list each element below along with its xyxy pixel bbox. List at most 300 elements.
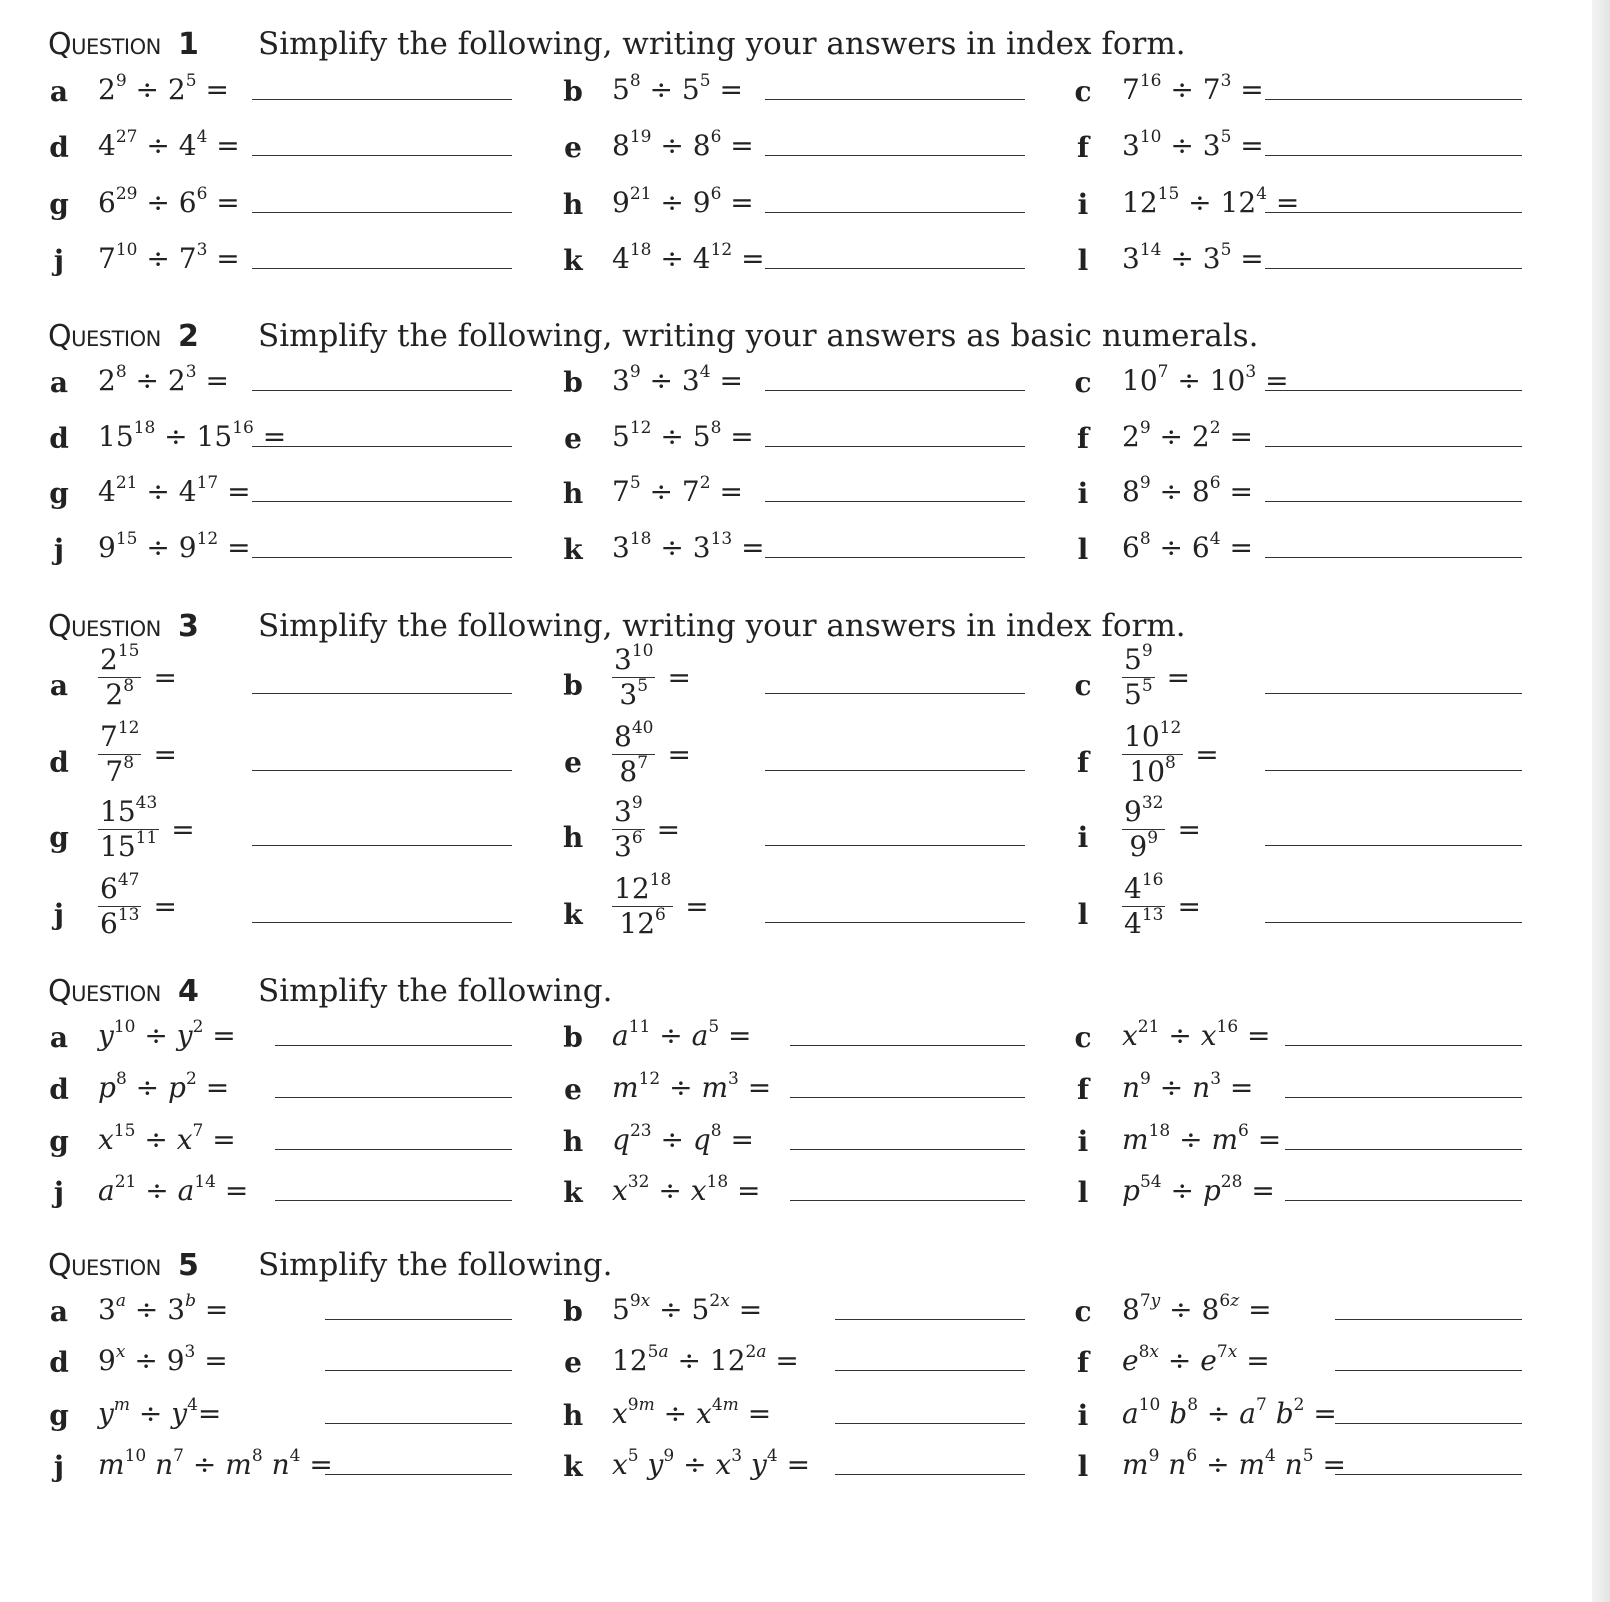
item-letter: b xyxy=(563,669,583,702)
divisor-exponent: 3 xyxy=(728,1068,739,1089)
question-label: Question xyxy=(48,318,161,354)
item-letter: c xyxy=(1074,669,1092,702)
dividend-exponent: 9 xyxy=(629,361,641,382)
dividend-base: 2 xyxy=(1122,420,1140,453)
denominator xyxy=(617,904,667,941)
answer-blank[interactable] xyxy=(1285,1045,1522,1046)
question-2-item-j xyxy=(48,525,528,575)
divisor-base: q xyxy=(692,1123,711,1156)
question-4-item-g xyxy=(48,1117,528,1167)
divisor-exponent: 3 xyxy=(1245,361,1257,382)
divisor-base: 7 xyxy=(681,475,700,508)
question-instruction: Simplify the following. xyxy=(258,973,613,1009)
dividend-exponent: 15 xyxy=(113,1120,136,1141)
divisor-exponent: 28 xyxy=(1220,1171,1243,1192)
item-letter: k xyxy=(563,533,583,566)
index-expression: $3^{14} \div 3^5$ = xyxy=(1122,239,1264,275)
dividend-base: q xyxy=(612,1123,630,1156)
item-letter: i xyxy=(1077,1125,1089,1158)
divisor-base: 4 xyxy=(178,129,197,162)
answer-blank[interactable] xyxy=(765,446,1025,447)
item-letter: h xyxy=(562,1125,584,1158)
answer-blank[interactable] xyxy=(275,1097,512,1098)
fraction-expression: $\frac{12^{18}}{12^6}$ = xyxy=(614,869,709,940)
dividend-base: 7 xyxy=(1122,73,1140,106)
answer-blank[interactable] xyxy=(1335,1319,1522,1320)
item-letter: g xyxy=(49,821,69,854)
divisor-exponent: 6 xyxy=(1209,472,1221,493)
answer-blank[interactable] xyxy=(1265,390,1522,391)
numerator xyxy=(1122,869,1165,907)
divisor-base: 2 xyxy=(167,73,186,106)
fraction-expression: $\frac{9^{32}}{9^9}$ = xyxy=(1124,792,1201,863)
answer-blank[interactable] xyxy=(835,1474,1025,1475)
question-4-item-f xyxy=(1072,1065,1552,1115)
index-expression: 3$^a$ ÷ 3$^b$ = xyxy=(98,1290,229,1326)
question-2-item-g xyxy=(48,469,528,519)
answer-blank[interactable] xyxy=(765,501,1025,502)
question-3-item-l xyxy=(1072,869,1552,940)
index-expression: $7^5 \div 7^2$ = xyxy=(612,472,743,508)
numerator-base: 8 xyxy=(614,720,632,753)
dividend-base: 8 xyxy=(1122,475,1140,508)
index-expression: $6^8 \div 6^4$ = xyxy=(1122,528,1253,564)
answer-blank[interactable] xyxy=(765,770,1025,771)
question-3-item-d xyxy=(48,717,528,788)
dividend-base: 3 xyxy=(612,364,630,397)
item-letter: j xyxy=(53,244,65,277)
question-instruction: Simplify the following, writing your answers in index form. xyxy=(258,26,1186,62)
numerator-base: 3 xyxy=(614,795,632,828)
divisor-exponent: 18 xyxy=(706,1171,729,1192)
answer-blank[interactable] xyxy=(835,1319,1025,1320)
divisor-exponent: 12 xyxy=(710,239,733,260)
item-letter: j xyxy=(53,1176,65,1209)
numerator xyxy=(98,717,141,755)
answer-blank[interactable] xyxy=(252,770,512,771)
denominator-exponent: 8 xyxy=(123,675,135,696)
answer-blank[interactable] xyxy=(790,1097,1025,1098)
dividend-exponent: 23 xyxy=(629,1120,652,1141)
index-expression: $x^{15} \div x^7$ = xyxy=(98,1120,236,1156)
question-3-item-c xyxy=(1072,640,1552,711)
answer-blank[interactable] xyxy=(1265,99,1522,100)
index-expression: $m^9$ $n^6 \div m^4$ $n^5$ = xyxy=(1122,1445,1346,1481)
item-letter: e xyxy=(564,131,582,164)
denominator xyxy=(617,752,650,789)
item-letter: d xyxy=(49,1346,69,1379)
index-expression: $y^{10} \div y^2$ = xyxy=(98,1016,236,1052)
denominator xyxy=(612,827,645,864)
divisor-exponent: 4 xyxy=(196,126,208,147)
dividend-exponent: 15 xyxy=(115,528,138,549)
question-5-item-i xyxy=(1072,1391,1552,1441)
denominator-exponent: 6 xyxy=(631,827,643,848)
question-5-item-k xyxy=(562,1442,1042,1492)
divisor-exponent: 4 xyxy=(1209,528,1221,549)
question-5-item-a xyxy=(48,1287,528,1337)
dividend-base: a xyxy=(612,1019,629,1052)
dividend-exponent: 8 xyxy=(629,70,641,91)
divisor-base: 8 xyxy=(1191,475,1210,508)
question-label: Question xyxy=(48,608,161,644)
answer-blank[interactable] xyxy=(325,1474,512,1475)
dividend-base: 5 xyxy=(612,73,630,106)
divisor-exponent: 12 xyxy=(196,528,219,549)
divisor-exponent: 5 xyxy=(708,1016,720,1037)
divisor-base: x xyxy=(690,1174,707,1207)
numerator xyxy=(98,640,141,678)
question-5-item-c xyxy=(1072,1287,1552,1337)
answer-blank[interactable] xyxy=(1265,155,1522,156)
item-letter: l xyxy=(1077,244,1089,277)
dividend-exponent: 9 xyxy=(1140,1068,1151,1089)
dividend-base: 9 xyxy=(612,186,630,219)
item-letter: k xyxy=(563,898,583,931)
question-label: Question xyxy=(48,973,161,1009)
denominator-exponent: 13 xyxy=(117,904,140,925)
item-letter: i xyxy=(1077,1399,1089,1432)
index-expression: $8^{7y} \div 8^{6z}$ = xyxy=(1122,1290,1272,1326)
index-expression: $y^m \div y^4=$ xyxy=(98,1394,222,1430)
answer-blank[interactable] xyxy=(1335,1474,1522,1475)
dividend-exponent: 14 xyxy=(1139,239,1162,260)
dividend-exponent: 8 xyxy=(115,361,127,382)
answer-blank[interactable] xyxy=(252,268,512,269)
answer-blank[interactable] xyxy=(1265,845,1522,846)
item-letter: g xyxy=(49,477,69,510)
dividend-exponent: 18 xyxy=(133,417,156,438)
question-instruction: Simplify the following, writing your answers in index form. xyxy=(258,608,1186,644)
answer-blank[interactable] xyxy=(1285,1200,1522,1201)
question-1-item-d xyxy=(48,123,528,173)
divisor-exponent: 8 xyxy=(710,1120,722,1141)
denominator xyxy=(1122,675,1155,712)
divisor-base: 7 xyxy=(1202,73,1221,106)
divisor-base: 3 xyxy=(1202,242,1221,275)
question-1-item-k xyxy=(562,236,1042,286)
answer-blank[interactable] xyxy=(1265,446,1522,447)
answer-blank[interactable] xyxy=(790,1149,1025,1150)
question-2-item-l xyxy=(1072,525,1552,575)
item-letter: g xyxy=(49,1125,69,1158)
denominator xyxy=(1127,827,1160,864)
item-letter: b xyxy=(563,1295,583,1328)
denominator xyxy=(1122,904,1165,941)
fraction-expression: $\frac{15^{43}}{15^{11}}$ = xyxy=(100,792,195,863)
question-4-item-h xyxy=(562,1117,1042,1167)
question-5-item-l xyxy=(1072,1442,1552,1492)
item-letter: c xyxy=(1074,1021,1092,1054)
denominator-base: 3 xyxy=(614,830,632,863)
dividend-base: 5 xyxy=(612,420,630,453)
answer-blank[interactable] xyxy=(252,390,512,391)
question-1-item-e xyxy=(562,123,1042,173)
dividend-exponent: 54 xyxy=(1139,1171,1162,1192)
dividend-base: 4 xyxy=(98,129,116,162)
dividend-exponent: 12 xyxy=(629,417,652,438)
numerator-exponent: 18 xyxy=(649,869,672,890)
answer-blank[interactable] xyxy=(252,845,512,846)
answer-blank[interactable] xyxy=(325,1423,512,1424)
answer-blank[interactable] xyxy=(1265,693,1522,694)
dividend-exponent: 21 xyxy=(115,472,138,493)
denominator-base: 5 xyxy=(1124,678,1142,711)
answer-blank[interactable] xyxy=(252,212,512,213)
item-letter: j xyxy=(53,533,65,566)
index-expression: $10^7 \div 10^3$ = xyxy=(1122,361,1289,397)
divisor-exponent: 6 xyxy=(196,183,208,204)
question-4-item-c xyxy=(1072,1013,1552,1063)
item-letter: h xyxy=(562,821,584,854)
dividend-base: 3 xyxy=(612,531,630,564)
item-letter: f xyxy=(1076,1346,1090,1379)
numerator-base: 9 xyxy=(1124,795,1142,828)
dividend-exponent: 12 xyxy=(638,1068,661,1089)
question-2-item-a xyxy=(48,358,528,408)
answer-blank[interactable] xyxy=(1335,1423,1522,1424)
denominator-base: 6 xyxy=(100,907,118,940)
dividend-base: 3 xyxy=(1122,242,1140,275)
question-2-item-i xyxy=(1072,469,1552,519)
answer-blank[interactable] xyxy=(835,1423,1025,1424)
answer-blank[interactable] xyxy=(252,693,512,694)
question-1-header xyxy=(48,22,1186,66)
divisor-exponent: 4 xyxy=(699,361,711,382)
answer-blank[interactable] xyxy=(1265,922,1522,923)
denominator-exponent: 11 xyxy=(135,827,158,848)
answer-blank[interactable] xyxy=(252,99,512,100)
index-expression: $5^8 \div 5^5$ = xyxy=(612,70,743,106)
divisor-base: 7 xyxy=(178,242,197,275)
item-letter: d xyxy=(49,422,69,455)
answer-blank[interactable] xyxy=(325,1370,512,1371)
item-letter: d xyxy=(49,746,69,779)
answer-blank[interactable] xyxy=(252,155,512,156)
question-3-item-f xyxy=(1072,717,1552,788)
answer-blank[interactable] xyxy=(765,212,1025,213)
item-letter: b xyxy=(563,366,583,399)
question-3-item-k xyxy=(562,869,1042,940)
numerator-exponent: 16 xyxy=(1141,869,1164,890)
divisor-exponent: 2 xyxy=(192,1016,204,1037)
answer-blank[interactable] xyxy=(1265,501,1522,502)
divisor-base: x xyxy=(176,1123,193,1156)
question-5-item-j xyxy=(48,1442,528,1492)
item-letter: a xyxy=(49,1021,69,1054)
divisor-base: y xyxy=(176,1019,193,1052)
item-letter: a xyxy=(49,75,69,108)
question-2-item-d xyxy=(48,414,528,464)
divisor-exponent: 7 xyxy=(192,1120,204,1141)
question-number: 2 xyxy=(178,318,199,354)
question-instruction: Simplify the following, writing your answers as basic numerals. xyxy=(258,318,1259,354)
index-expression: $2^9 \div 2^2$ = xyxy=(1122,417,1253,453)
answer-blank[interactable] xyxy=(1285,1149,1522,1150)
question-2-item-b xyxy=(562,358,1042,408)
numerator xyxy=(612,717,655,755)
answer-blank[interactable] xyxy=(1265,212,1522,213)
numerator-base: 5 xyxy=(1124,643,1142,676)
item-letter: c xyxy=(1074,366,1092,399)
answer-blank[interactable] xyxy=(765,557,1025,558)
answer-blank[interactable] xyxy=(252,922,512,923)
item-letter: h xyxy=(562,1399,584,1432)
answer-blank[interactable] xyxy=(765,99,1025,100)
dividend-base: 6 xyxy=(1122,531,1140,564)
question-3-item-b xyxy=(562,640,1042,711)
dividend-exponent: 21 xyxy=(629,183,652,204)
divisor-exponent: 16 xyxy=(1216,1016,1239,1037)
index-expression: $q^{23} \div q^8$ = xyxy=(612,1120,754,1156)
index-expression: $n^9 \div n^3$ = xyxy=(1122,1068,1254,1104)
numerator-base: 4 xyxy=(1124,872,1142,905)
answer-blank[interactable] xyxy=(765,390,1025,391)
index-expression: $p^8 \div p^2$ = xyxy=(98,1068,230,1104)
question-5-item-g xyxy=(48,1391,528,1441)
item-letter: f xyxy=(1076,746,1090,779)
item-letter: b xyxy=(563,1021,583,1054)
answer-blank[interactable] xyxy=(252,446,512,447)
index-expression: $2^8 \div 2^3$ = xyxy=(98,361,229,397)
answer-blank[interactable] xyxy=(1335,1370,1522,1371)
answer-blank[interactable] xyxy=(835,1370,1025,1371)
dividend-base: m xyxy=(1122,1123,1149,1156)
denominator-base: 15 xyxy=(100,830,136,863)
divisor-exponent: 3 xyxy=(185,361,197,382)
answer-blank[interactable] xyxy=(275,1200,512,1201)
answer-blank[interactable] xyxy=(275,1045,512,1046)
answer-blank[interactable] xyxy=(765,155,1025,156)
index-expression: $x^{21} \div x^{16}$ = xyxy=(1122,1016,1271,1052)
denominator xyxy=(103,675,136,712)
dividend-base: 6 xyxy=(98,186,116,219)
index-expression: $m^{12} \div m^3$ = xyxy=(612,1068,772,1104)
index-expression: $9^{15} \div 9^{12}$ = xyxy=(98,528,251,564)
divisor-exponent: 6 xyxy=(710,126,722,147)
question-label: Question xyxy=(48,1247,161,1283)
answer-blank[interactable] xyxy=(325,1319,512,1320)
index-expression: $e^{8x} \div e^{7x}$ = xyxy=(1122,1341,1270,1377)
answer-blank[interactable] xyxy=(1265,770,1522,771)
item-letter: c xyxy=(1074,1295,1092,1328)
numerator-exponent: 9 xyxy=(631,792,643,813)
dividend-exponent: 9 xyxy=(115,70,127,91)
numerator-base: 7 xyxy=(100,720,118,753)
divisor-base: m xyxy=(1211,1123,1239,1156)
dividend-exponent: 10 xyxy=(115,239,138,260)
index-expression: $m^{10}$ $n^7 \div m^8$ $n^4$ = xyxy=(98,1445,333,1481)
item-letter: g xyxy=(49,188,69,221)
denominator xyxy=(1127,752,1177,789)
dividend-base: x xyxy=(612,1174,628,1207)
item-letter: k xyxy=(563,1450,583,1483)
divisor-base: 5 xyxy=(692,420,711,453)
dividend-base: x xyxy=(1122,1019,1138,1052)
divisor-exponent: 2 xyxy=(1209,417,1221,438)
numerator-exponent: 12 xyxy=(1159,717,1182,738)
divisor-exponent: 5 xyxy=(185,70,197,91)
index-expression: $p^{54} \div p^{28}$ = xyxy=(1122,1171,1275,1207)
item-letter: a xyxy=(49,669,69,702)
dividend-base: p xyxy=(1122,1174,1140,1207)
numerator xyxy=(98,792,159,830)
index-expression: $a^{10}$ $b^8 \div a^7$ $b^2$ = xyxy=(1122,1394,1337,1430)
index-expression: $12^{5a} \div 12^{2a}$ = xyxy=(612,1341,799,1377)
dividend-base: 12 xyxy=(1122,186,1158,219)
index-expression: $3^{10} \div 3^5$ = xyxy=(1122,126,1264,162)
numerator-base: 12 xyxy=(614,872,650,905)
question-1-item-j xyxy=(48,236,528,286)
answer-blank[interactable] xyxy=(252,501,512,502)
fraction-expression: $\frac{3^{10}}{3^5}$ = xyxy=(614,640,691,711)
answer-blank[interactable] xyxy=(765,845,1025,846)
divisor-exponent: 5 xyxy=(1220,239,1232,260)
question-4-item-k xyxy=(562,1168,1042,1218)
question-1-item-f xyxy=(1072,123,1552,173)
index-expression: $8^9 \div 8^6$ = xyxy=(1122,472,1253,508)
question-1-item-l xyxy=(1072,236,1552,286)
index-expression: $5^{9x} \div 5^{2x}$ = xyxy=(612,1290,763,1326)
question-instruction: Simplify the following. xyxy=(258,1247,613,1283)
answer-blank[interactable] xyxy=(1265,557,1522,558)
denominator-base: 4 xyxy=(1124,907,1142,940)
dividend-base: 8 xyxy=(612,129,630,162)
dividend-exponent: 9 xyxy=(1139,472,1151,493)
answer-blank[interactable] xyxy=(790,1045,1025,1046)
item-letter: j xyxy=(53,898,65,931)
divisor-base: a xyxy=(177,1174,195,1207)
dividend-exponent: 9 xyxy=(1139,417,1151,438)
divisor-base: 3 xyxy=(681,364,700,397)
denominator-exponent: 5 xyxy=(1141,675,1153,696)
divisor-base: 4 xyxy=(692,242,711,275)
numerator xyxy=(612,869,673,907)
index-expression: $x^5$ $y^9 \div x^3$ $y^4$ = xyxy=(612,1445,811,1481)
denominator-exponent: 8 xyxy=(1165,752,1176,773)
numerator-base: 15 xyxy=(100,795,136,828)
divisor-exponent: 6 xyxy=(1238,1120,1249,1141)
fraction-expression: $\frac{8^{40}}{8^7}$ = xyxy=(614,717,691,788)
answer-blank[interactable] xyxy=(1285,1097,1522,1098)
dividend-exponent: 8 xyxy=(1139,528,1151,549)
fraction-expression: $\frac{6^{47}}{6^{13}}$ = xyxy=(100,869,177,940)
answer-blank[interactable] xyxy=(765,693,1025,694)
answer-blank[interactable] xyxy=(790,1200,1025,1201)
question-5-item-d xyxy=(48,1338,528,1388)
numerator-exponent: 40 xyxy=(631,717,654,738)
answer-blank[interactable] xyxy=(765,268,1025,269)
dividend-exponent: 29 xyxy=(115,183,138,204)
index-expression: $x^{32} \div x^{18}$ = xyxy=(612,1171,761,1207)
item-letter: h xyxy=(562,188,584,221)
denominator xyxy=(617,675,650,712)
answer-blank[interactable] xyxy=(275,1149,512,1150)
answer-blank[interactable] xyxy=(252,557,512,558)
dividend-base: a xyxy=(98,1174,115,1207)
index-expression: $m^{18} \div m^6$ = xyxy=(1122,1120,1282,1156)
index-expression: $8^{19} \div 8^6$ = xyxy=(612,126,754,162)
denominator-base: 12 xyxy=(619,907,656,940)
answer-blank[interactable] xyxy=(765,922,1025,923)
question-3-item-i xyxy=(1072,792,1552,863)
question-4-item-e xyxy=(562,1065,1042,1115)
dividend-base: 10 xyxy=(1122,364,1158,397)
answer-blank[interactable] xyxy=(1265,268,1522,269)
dividend-exponent: 10 xyxy=(113,1016,136,1037)
question-2-item-c xyxy=(1072,358,1552,408)
fraction-expression: $\frac{4^{16}}{4^{13}}$ = xyxy=(1124,869,1201,940)
